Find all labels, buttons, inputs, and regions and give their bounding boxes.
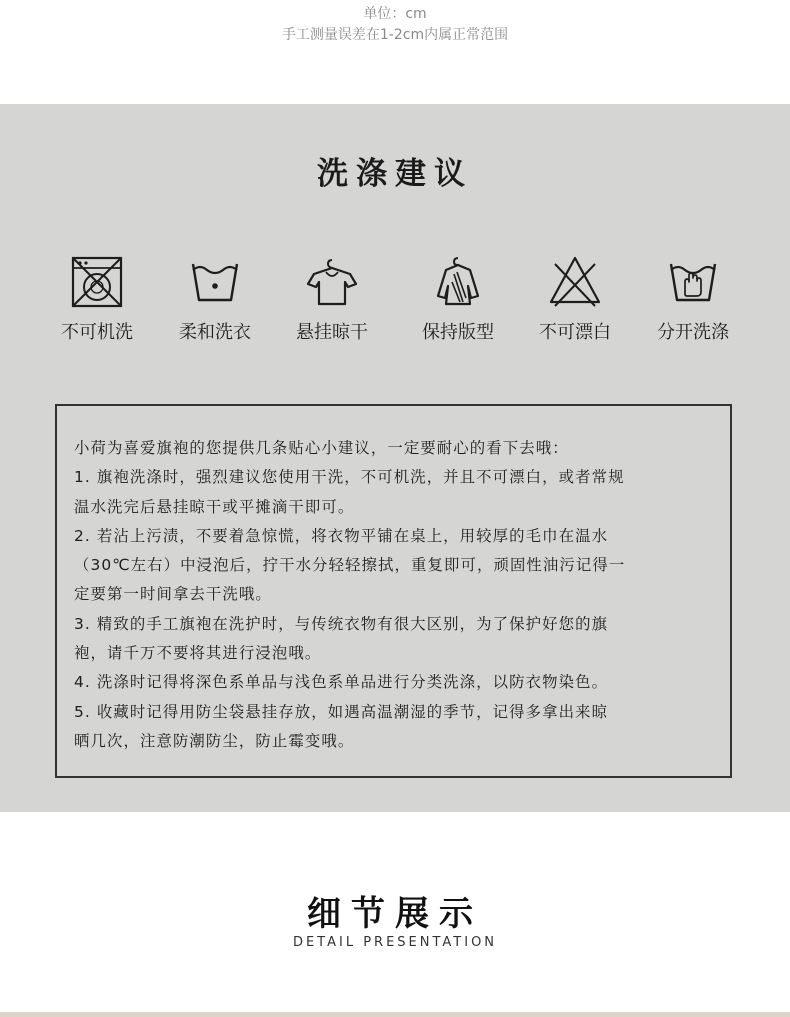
care-item-wash-separately xyxy=(638,254,748,344)
no-machine-wash-icon xyxy=(69,254,125,310)
advice-line: 温水洗完后悬挂晾干或平摊滴干即可。 xyxy=(74,497,355,516)
hang-dry-icon xyxy=(304,254,360,310)
care-label-no-bleach: 不可漂白 xyxy=(539,322,611,343)
care-icon-row xyxy=(0,254,790,344)
advice-line: 定要第一时间拿去干洗哦。 xyxy=(74,585,272,604)
detail-title: 细节展示 xyxy=(307,894,483,934)
care-advice-box xyxy=(55,404,732,778)
care-label-no-machine-wash: 不可机洗 xyxy=(61,322,133,343)
care-label-wash-separately: 分开洗涤 xyxy=(657,322,729,343)
care-item-hang-dry xyxy=(277,254,387,344)
measurement-note xyxy=(0,4,790,46)
care-title: 洗涤建议 xyxy=(317,156,473,192)
keep-shape-icon xyxy=(430,254,486,310)
care-label-gentle-wash: 柔和洗衣 xyxy=(179,322,251,343)
care-item-no-machine-wash xyxy=(42,254,152,344)
advice-line: 小荷为喜爱旗袍的您提供几条贴心小建议，一定要耐心的看下去哦： xyxy=(74,439,569,457)
advice-line: 袍，请千万不要将其进行浸泡哦。 xyxy=(74,644,322,663)
error-note: 手工测量误差在1-2cm内属正常范围 xyxy=(281,27,509,43)
detail-subtitle: DETAIL PRESENTATION xyxy=(292,935,498,950)
product-photo-edge xyxy=(0,1012,790,1017)
care-item-no-bleach xyxy=(520,254,630,344)
advice-line: 5. 收藏时记得用防尘袋悬挂存放，如遇高温潮湿的季节，记得多拿出来晾 xyxy=(74,702,609,721)
care-advice-text xyxy=(74,434,724,756)
advice-line: 晒几次，注意防潮防尘，防止霉变哦。 xyxy=(74,731,355,750)
care-item-keep-shape xyxy=(403,254,513,344)
advice-line: 4. 洗涤时记得将深色系单品与浅色系单品进行分类洗涤，以防衣物染色。 xyxy=(74,673,609,692)
advice-line: 2. 若沾上污渍，不要着急惊慌，将衣物平铺在桌上，用较厚的毛巾在温水 xyxy=(74,526,609,545)
no-bleach-icon xyxy=(547,254,603,310)
advice-line: 3. 精致的手工旗袍在洗护时，与传统衣物有很大区别，为了保护好您的旗 xyxy=(74,614,609,633)
gentle-wash-icon xyxy=(187,254,243,310)
unit-label: 单位：cm xyxy=(363,6,427,22)
care-item-gentle-wash xyxy=(160,254,270,344)
hand-wash-separately-icon xyxy=(665,254,721,310)
care-label-keep-shape: 保持版型 xyxy=(422,322,494,343)
care-section xyxy=(0,104,790,812)
care-label-hang-dry: 悬挂晾干 xyxy=(296,322,368,343)
advice-line: 1. 旗袍洗涤时，强烈建议您使用干洗，不可机洗，并且不可漂白，或者常规 xyxy=(74,468,625,487)
advice-line: （30℃左右）中浸泡后，拧干水分轻轻擦拭，重复即可，顽固性油污记得一 xyxy=(74,556,626,575)
